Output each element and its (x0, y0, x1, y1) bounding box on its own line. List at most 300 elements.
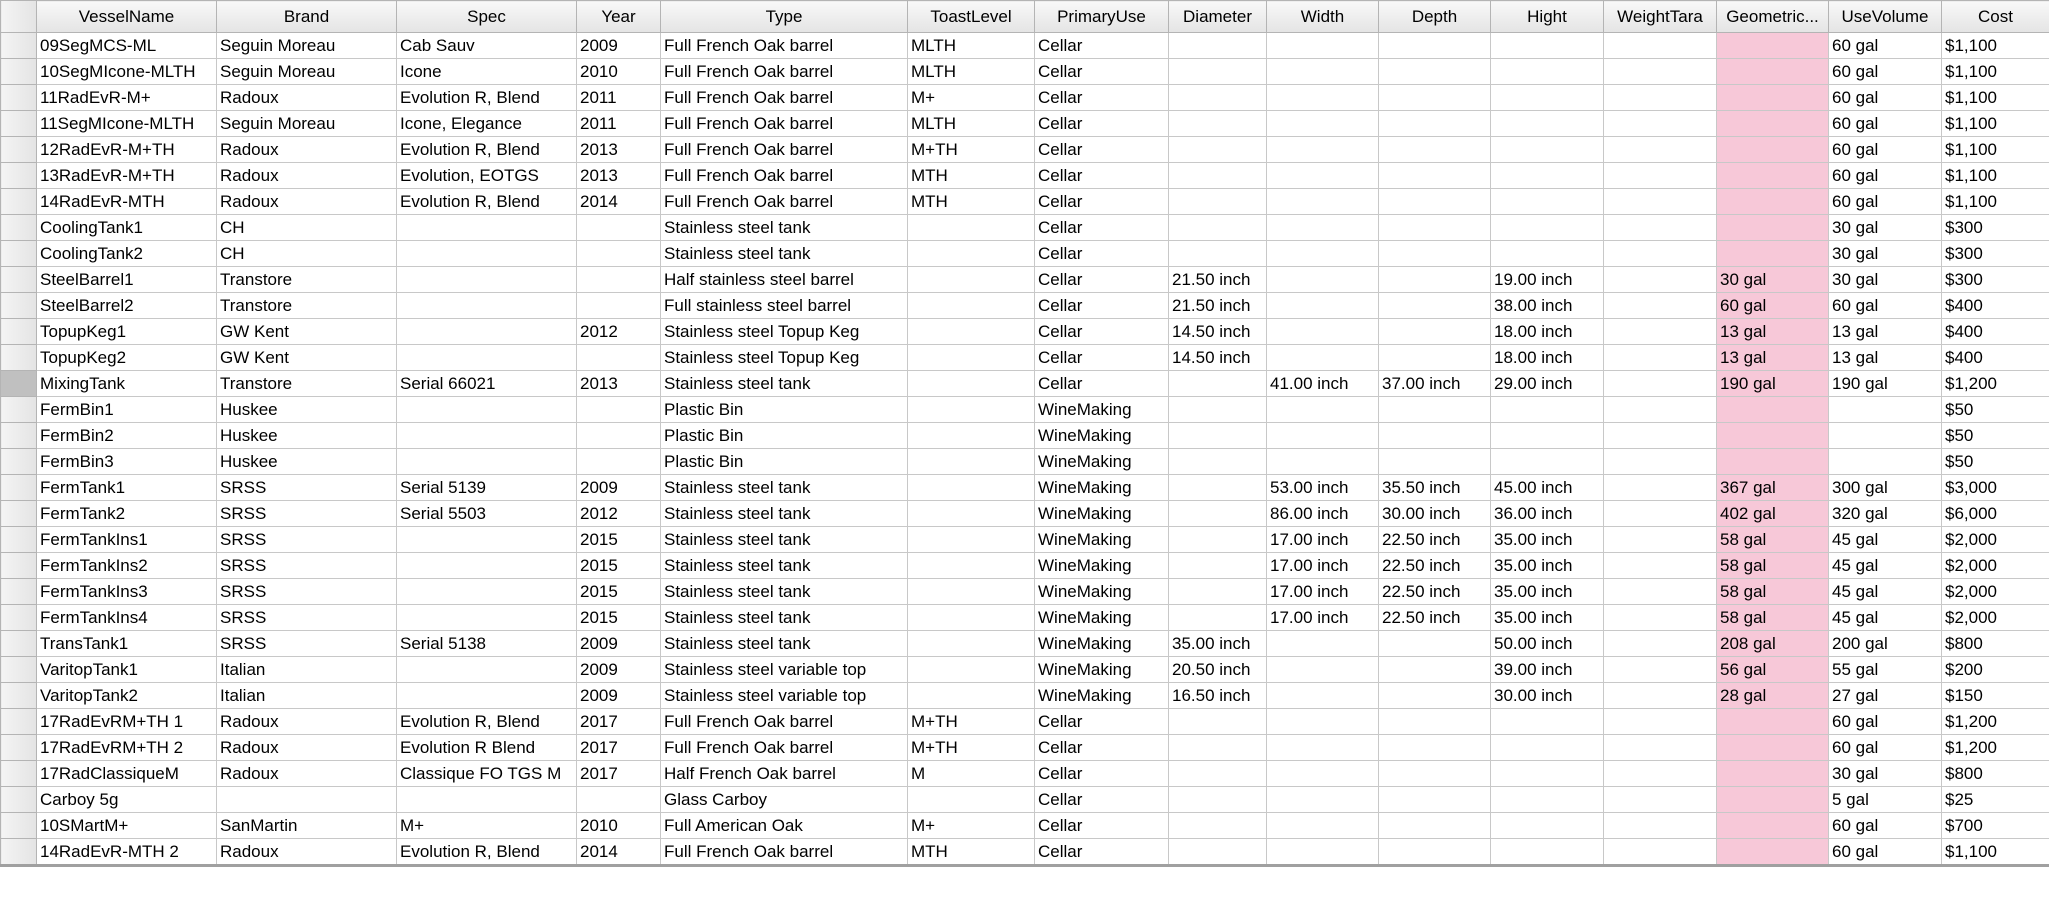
cell-toastlevel[interactable] (908, 605, 1035, 631)
cell-year[interactable]: 2011 (577, 111, 661, 137)
cell-primaryuse[interactable]: Cellar (1035, 761, 1169, 787)
cell-diameter[interactable] (1169, 527, 1267, 553)
row-header[interactable] (1, 215, 37, 241)
cell-spec[interactable] (397, 605, 577, 631)
cell-hight[interactable] (1491, 241, 1604, 267)
cell-type[interactable]: Stainless steel tank (661, 371, 908, 397)
table-row[interactable] (1, 813, 2049, 839)
cell-vesselname[interactable]: VaritopTank1 (37, 657, 217, 683)
row-header[interactable] (1, 371, 37, 397)
cell-brand[interactable]: CH (217, 241, 397, 267)
cell-type[interactable]: Stainless steel tank (661, 553, 908, 579)
cell-toastlevel[interactable] (908, 579, 1035, 605)
table-row[interactable] (1, 631, 2049, 657)
cell-spec[interactable] (397, 241, 577, 267)
cell-brand[interactable]: Transtore (217, 371, 397, 397)
cell-cost[interactable]: $1,100 (1942, 111, 2049, 137)
cell-toastlevel[interactable]: MTH (908, 839, 1035, 866)
cell-year[interactable]: 2017 (577, 709, 661, 735)
cell-geometric[interactable]: 208 gal (1717, 631, 1829, 657)
cell-depth[interactable] (1379, 111, 1491, 137)
cell-weighttara[interactable] (1604, 397, 1717, 423)
cell-type[interactable]: Plastic Bin (661, 449, 908, 475)
cell-cost[interactable]: $1,100 (1942, 59, 2049, 85)
cell-width[interactable] (1267, 267, 1379, 293)
cell-width[interactable] (1267, 839, 1379, 866)
cell-geometric[interactable] (1717, 423, 1829, 449)
cell-vesselname[interactable]: FermTank2 (37, 501, 217, 527)
cell-width[interactable] (1267, 163, 1379, 189)
cell-spec[interactable]: Evolution R, Blend (397, 189, 577, 215)
cell-cost[interactable]: $1,100 (1942, 85, 2049, 111)
cell-depth[interactable] (1379, 319, 1491, 345)
cell-spec[interactable]: Serial 5139 (397, 475, 577, 501)
row-header[interactable] (1, 33, 37, 59)
cell-vesselname[interactable]: 10SMartM+ (37, 813, 217, 839)
cell-primaryuse[interactable]: Cellar (1035, 215, 1169, 241)
cell-brand[interactable]: Seguin Moreau (217, 33, 397, 59)
cell-hight[interactable]: 29.00 inch (1491, 371, 1604, 397)
cell-spec[interactable]: Serial 5138 (397, 631, 577, 657)
cell-diameter[interactable] (1169, 579, 1267, 605)
cell-primaryuse[interactable]: Cellar (1035, 709, 1169, 735)
cell-depth[interactable] (1379, 761, 1491, 787)
cell-cost[interactable]: $2,000 (1942, 605, 2049, 631)
cell-usevolume[interactable]: 60 gal (1829, 189, 1942, 215)
cell-hight[interactable] (1491, 189, 1604, 215)
cell-depth[interactable] (1379, 449, 1491, 475)
cell-toastlevel[interactable]: M (908, 761, 1035, 787)
cell-diameter[interactable]: 35.00 inch (1169, 631, 1267, 657)
cell-diameter[interactable] (1169, 605, 1267, 631)
cell-year[interactable] (577, 267, 661, 293)
cell-toastlevel[interactable] (908, 449, 1035, 475)
cell-spec[interactable] (397, 319, 577, 345)
cell-year[interactable]: 2017 (577, 735, 661, 761)
cell-diameter[interactable] (1169, 59, 1267, 85)
cell-geometric[interactable] (1717, 397, 1829, 423)
cell-brand[interactable]: Huskee (217, 423, 397, 449)
cell-toastlevel[interactable]: MTH (908, 163, 1035, 189)
cell-cost[interactable]: $300 (1942, 215, 2049, 241)
cell-year[interactable]: 2009 (577, 631, 661, 657)
cell-depth[interactable] (1379, 189, 1491, 215)
cell-depth[interactable] (1379, 163, 1491, 189)
cell-diameter[interactable] (1169, 85, 1267, 111)
cell-primaryuse[interactable]: Cellar (1035, 33, 1169, 59)
row-header[interactable] (1, 501, 37, 527)
cell-width[interactable] (1267, 85, 1379, 111)
cell-geometric[interactable]: 367 gal (1717, 475, 1829, 501)
row-header[interactable] (1, 527, 37, 553)
cell-weighttara[interactable] (1604, 475, 1717, 501)
cell-weighttara[interactable] (1604, 85, 1717, 111)
cell-cost[interactable]: $150 (1942, 683, 2049, 709)
cell-year[interactable] (577, 397, 661, 423)
cell-geometric[interactable]: 190 gal (1717, 371, 1829, 397)
cell-hight[interactable]: 35.00 inch (1491, 579, 1604, 605)
cell-hight[interactable]: 18.00 inch (1491, 319, 1604, 345)
cell-width[interactable] (1267, 449, 1379, 475)
cell-type[interactable]: Full American Oak (661, 813, 908, 839)
cell-toastlevel[interactable]: M+ (908, 813, 1035, 839)
cell-toastlevel[interactable]: MLTH (908, 59, 1035, 85)
cell-weighttara[interactable] (1604, 579, 1717, 605)
cell-spec[interactable]: Cab Sauv (397, 33, 577, 59)
cell-weighttara[interactable] (1604, 371, 1717, 397)
cell-hight[interactable]: 50.00 inch (1491, 631, 1604, 657)
cell-hight[interactable] (1491, 85, 1604, 111)
cell-year[interactable]: 2009 (577, 33, 661, 59)
cell-brand[interactable]: SRSS (217, 527, 397, 553)
cell-usevolume[interactable]: 60 gal (1829, 813, 1942, 839)
cell-primaryuse[interactable]: Cellar (1035, 241, 1169, 267)
cell-weighttara[interactable] (1604, 839, 1717, 866)
cell-vesselname[interactable]: 17RadClassiqueM (37, 761, 217, 787)
cell-width[interactable] (1267, 423, 1379, 449)
cell-diameter[interactable] (1169, 163, 1267, 189)
table-row[interactable] (1, 657, 2049, 683)
cell-year[interactable]: 2017 (577, 761, 661, 787)
cell-year[interactable]: 2015 (577, 579, 661, 605)
cell-year[interactable]: 2014 (577, 839, 661, 866)
cell-vesselname[interactable]: TopupKeg2 (37, 345, 217, 371)
cell-primaryuse[interactable]: Cellar (1035, 371, 1169, 397)
cell-geometric[interactable] (1717, 163, 1829, 189)
cell-hight[interactable] (1491, 137, 1604, 163)
table-row[interactable] (1, 449, 2049, 475)
cell-brand[interactable]: Huskee (217, 449, 397, 475)
cell-weighttara[interactable] (1604, 553, 1717, 579)
cell-hight[interactable]: 19.00 inch (1491, 267, 1604, 293)
cell-diameter[interactable] (1169, 501, 1267, 527)
cell-usevolume[interactable]: 30 gal (1829, 241, 1942, 267)
cell-depth[interactable]: 35.50 inch (1379, 475, 1491, 501)
cell-toastlevel[interactable] (908, 553, 1035, 579)
cell-primaryuse[interactable]: WineMaking (1035, 397, 1169, 423)
cell-depth[interactable] (1379, 397, 1491, 423)
cell-hight[interactable] (1491, 735, 1604, 761)
cell-geometric[interactable] (1717, 215, 1829, 241)
cell-primaryuse[interactable]: WineMaking (1035, 423, 1169, 449)
row-header[interactable] (1, 449, 37, 475)
row-header[interactable] (1, 293, 37, 319)
cell-weighttara[interactable] (1604, 319, 1717, 345)
table-row[interactable] (1, 553, 2049, 579)
cell-hight[interactable]: 35.00 inch (1491, 527, 1604, 553)
cell-geometric[interactable] (1717, 735, 1829, 761)
cell-brand[interactable]: Radoux (217, 189, 397, 215)
cell-primaryuse[interactable]: Cellar (1035, 839, 1169, 866)
cell-hight[interactable] (1491, 787, 1604, 813)
cell-geometric[interactable] (1717, 761, 1829, 787)
cell-diameter[interactable]: 20.50 inch (1169, 657, 1267, 683)
cell-spec[interactable] (397, 579, 577, 605)
cell-cost[interactable]: $1,100 (1942, 33, 2049, 59)
cell-toastlevel[interactable]: M+ (908, 85, 1035, 111)
cell-usevolume[interactable]: 30 gal (1829, 215, 1942, 241)
cell-hight[interactable] (1491, 397, 1604, 423)
cell-brand[interactable]: SRSS (217, 605, 397, 631)
column-header-year[interactable]: Year (577, 1, 661, 33)
cell-year[interactable]: 2012 (577, 501, 661, 527)
cell-primaryuse[interactable]: Cellar (1035, 59, 1169, 85)
column-header-toastlevel[interactable]: ToastLevel (908, 1, 1035, 33)
table-row[interactable] (1, 293, 2049, 319)
row-header[interactable] (1, 657, 37, 683)
cell-vesselname[interactable]: CoolingTank2 (37, 241, 217, 267)
cell-primaryuse[interactable]: WineMaking (1035, 475, 1169, 501)
cell-geometric[interactable]: 13 gal (1717, 319, 1829, 345)
cell-usevolume[interactable]: 60 gal (1829, 839, 1942, 866)
cell-cost[interactable]: $50 (1942, 423, 2049, 449)
cell-geometric[interactable] (1717, 59, 1829, 85)
cell-spec[interactable]: Icone, Elegance (397, 111, 577, 137)
cell-primaryuse[interactable]: Cellar (1035, 319, 1169, 345)
cell-brand[interactable]: SRSS (217, 579, 397, 605)
cell-width[interactable] (1267, 319, 1379, 345)
cell-type[interactable]: Stainless steel Topup Keg (661, 319, 908, 345)
cell-cost[interactable]: $2,000 (1942, 579, 2049, 605)
row-header[interactable] (1, 241, 37, 267)
table-row[interactable] (1, 267, 2049, 293)
cell-weighttara[interactable] (1604, 241, 1717, 267)
cell-usevolume[interactable]: 30 gal (1829, 267, 1942, 293)
cell-depth[interactable] (1379, 683, 1491, 709)
cell-depth[interactable]: 22.50 inch (1379, 527, 1491, 553)
column-header-width[interactable]: Width (1267, 1, 1379, 33)
column-header-usevolume[interactable]: UseVolume (1829, 1, 1942, 33)
cell-geometric[interactable]: 58 gal (1717, 579, 1829, 605)
cell-vesselname[interactable]: FermBin3 (37, 449, 217, 475)
cell-usevolume[interactable]: 5 gal (1829, 787, 1942, 813)
cell-toastlevel[interactable] (908, 683, 1035, 709)
cell-weighttara[interactable] (1604, 189, 1717, 215)
row-header[interactable] (1, 813, 37, 839)
cell-spec[interactable] (397, 423, 577, 449)
cell-spec[interactable] (397, 267, 577, 293)
cell-geometric[interactable] (1717, 137, 1829, 163)
cell-weighttara[interactable] (1604, 787, 1717, 813)
cell-diameter[interactable] (1169, 709, 1267, 735)
cell-brand[interactable] (217, 787, 397, 813)
cell-spec[interactable] (397, 345, 577, 371)
cell-year[interactable] (577, 787, 661, 813)
cell-weighttara[interactable] (1604, 709, 1717, 735)
cell-width[interactable] (1267, 215, 1379, 241)
cell-diameter[interactable] (1169, 111, 1267, 137)
cell-cost[interactable]: $1,100 (1942, 839, 2049, 866)
cell-usevolume[interactable]: 13 gal (1829, 319, 1942, 345)
column-header-brand[interactable]: Brand (217, 1, 397, 33)
cell-usevolume[interactable]: 60 gal (1829, 33, 1942, 59)
cell-primaryuse[interactable]: WineMaking (1035, 501, 1169, 527)
cell-primaryuse[interactable]: Cellar (1035, 813, 1169, 839)
cell-weighttara[interactable] (1604, 33, 1717, 59)
cell-toastlevel[interactable]: M+TH (908, 735, 1035, 761)
cell-weighttara[interactable] (1604, 293, 1717, 319)
column-header-primaryuse[interactable]: PrimaryUse (1035, 1, 1169, 33)
cell-primaryuse[interactable]: WineMaking (1035, 683, 1169, 709)
cell-primaryuse[interactable]: Cellar (1035, 111, 1169, 137)
cell-brand[interactable]: Radoux (217, 761, 397, 787)
cell-usevolume[interactable]: 60 gal (1829, 85, 1942, 111)
cell-depth[interactable]: 22.50 inch (1379, 553, 1491, 579)
cell-vesselname[interactable]: VaritopTank2 (37, 683, 217, 709)
cell-type[interactable]: Plastic Bin (661, 397, 908, 423)
cell-cost[interactable]: $1,200 (1942, 735, 2049, 761)
table-row[interactable] (1, 163, 2049, 189)
cell-toastlevel[interactable] (908, 397, 1035, 423)
cell-primaryuse[interactable]: WineMaking (1035, 605, 1169, 631)
cell-usevolume[interactable]: 60 gal (1829, 735, 1942, 761)
table-row[interactable] (1, 371, 2049, 397)
table-row[interactable] (1, 579, 2049, 605)
cell-primaryuse[interactable]: Cellar (1035, 293, 1169, 319)
cell-depth[interactable] (1379, 267, 1491, 293)
row-header[interactable] (1, 839, 37, 866)
cell-cost[interactable]: $50 (1942, 449, 2049, 475)
cell-spec[interactable]: Evolution R, Blend (397, 85, 577, 111)
cell-depth[interactable] (1379, 631, 1491, 657)
cell-diameter[interactable]: 21.50 inch (1169, 293, 1267, 319)
cell-toastlevel[interactable] (908, 657, 1035, 683)
cell-toastlevel[interactable]: MTH (908, 189, 1035, 215)
cell-brand[interactable]: SanMartin (217, 813, 397, 839)
cell-vesselname[interactable]: 14RadEvR-MTH 2 (37, 839, 217, 866)
cell-vesselname[interactable]: 09SegMCS-ML (37, 33, 217, 59)
cell-hight[interactable]: 45.00 inch (1491, 475, 1604, 501)
cell-brand[interactable]: Radoux (217, 839, 397, 866)
cell-diameter[interactable] (1169, 241, 1267, 267)
cell-toastlevel[interactable]: M+TH (908, 709, 1035, 735)
cell-cost[interactable]: $3,000 (1942, 475, 2049, 501)
cell-vesselname[interactable]: 14RadEvR-MTH (37, 189, 217, 215)
cell-toastlevel[interactable] (908, 423, 1035, 449)
cell-geometric[interactable] (1717, 189, 1829, 215)
cell-spec[interactable] (397, 553, 577, 579)
cell-cost[interactable]: $800 (1942, 761, 2049, 787)
table-row[interactable] (1, 423, 2049, 449)
cell-hight[interactable]: 35.00 inch (1491, 553, 1604, 579)
cell-toastlevel[interactable] (908, 293, 1035, 319)
cell-depth[interactable] (1379, 345, 1491, 371)
cell-primaryuse[interactable]: WineMaking (1035, 449, 1169, 475)
cell-cost[interactable]: $300 (1942, 267, 2049, 293)
cell-usevolume[interactable]: 300 gal (1829, 475, 1942, 501)
cell-cost[interactable]: $400 (1942, 345, 2049, 371)
cell-geometric[interactable] (1717, 449, 1829, 475)
cell-year[interactable]: 2015 (577, 553, 661, 579)
cell-width[interactable]: 53.00 inch (1267, 475, 1379, 501)
cell-type[interactable]: Full French Oak barrel (661, 33, 908, 59)
cell-cost[interactable]: $1,100 (1942, 163, 2049, 189)
cell-spec[interactable] (397, 787, 577, 813)
cell-brand[interactable]: Radoux (217, 735, 397, 761)
cell-depth[interactable] (1379, 85, 1491, 111)
row-header[interactable] (1, 397, 37, 423)
cell-cost[interactable]: $1,200 (1942, 709, 2049, 735)
cell-hight[interactable] (1491, 813, 1604, 839)
cell-weighttara[interactable] (1604, 761, 1717, 787)
cell-width[interactable]: 41.00 inch (1267, 371, 1379, 397)
cell-vesselname[interactable]: MixingTank (37, 371, 217, 397)
cell-diameter[interactable] (1169, 553, 1267, 579)
cell-primaryuse[interactable]: WineMaking (1035, 579, 1169, 605)
row-header[interactable] (1, 683, 37, 709)
row-header[interactable] (1, 59, 37, 85)
table-row[interactable] (1, 319, 2049, 345)
cell-year[interactable]: 2009 (577, 475, 661, 501)
cell-weighttara[interactable] (1604, 683, 1717, 709)
cell-year[interactable] (577, 241, 661, 267)
cell-type[interactable]: Full French Oak barrel (661, 839, 908, 866)
cell-geometric[interactable] (1717, 111, 1829, 137)
cell-weighttara[interactable] (1604, 215, 1717, 241)
cell-diameter[interactable] (1169, 449, 1267, 475)
cell-usevolume[interactable]: 60 gal (1829, 111, 1942, 137)
table-row[interactable] (1, 683, 2049, 709)
row-header[interactable] (1, 345, 37, 371)
cell-diameter[interactable]: 14.50 inch (1169, 319, 1267, 345)
cell-brand[interactable]: Italian (217, 683, 397, 709)
row-header[interactable] (1, 267, 37, 293)
table-row[interactable] (1, 33, 2049, 59)
cell-weighttara[interactable] (1604, 449, 1717, 475)
row-header[interactable] (1, 111, 37, 137)
cell-diameter[interactable] (1169, 735, 1267, 761)
cell-toastlevel[interactable] (908, 319, 1035, 345)
cell-width[interactable] (1267, 345, 1379, 371)
table-row[interactable] (1, 137, 2049, 163)
cell-diameter[interactable] (1169, 397, 1267, 423)
cell-year[interactable] (577, 293, 661, 319)
cell-width[interactable]: 17.00 inch (1267, 579, 1379, 605)
cell-diameter[interactable]: 21.50 inch (1169, 267, 1267, 293)
cell-diameter[interactable] (1169, 839, 1267, 866)
table-row[interactable] (1, 475, 2049, 501)
table-row[interactable] (1, 709, 2049, 735)
cell-hight[interactable] (1491, 449, 1604, 475)
cell-geometric[interactable]: 58 gal (1717, 527, 1829, 553)
cell-weighttara[interactable] (1604, 267, 1717, 293)
cell-toastlevel[interactable] (908, 631, 1035, 657)
cell-spec[interactable] (397, 683, 577, 709)
cell-depth[interactable] (1379, 657, 1491, 683)
cell-primaryuse[interactable]: Cellar (1035, 137, 1169, 163)
cell-brand[interactable]: Radoux (217, 85, 397, 111)
cell-vesselname[interactable]: CoolingTank1 (37, 215, 217, 241)
cell-spec[interactable] (397, 657, 577, 683)
cell-year[interactable]: 2014 (577, 189, 661, 215)
cell-primaryuse[interactable]: Cellar (1035, 345, 1169, 371)
cell-depth[interactable] (1379, 787, 1491, 813)
table-row[interactable] (1, 85, 2049, 111)
cell-usevolume[interactable] (1829, 397, 1942, 423)
cell-width[interactable] (1267, 111, 1379, 137)
cell-diameter[interactable] (1169, 813, 1267, 839)
cell-year[interactable]: 2015 (577, 605, 661, 631)
cell-vesselname[interactable]: FermTank1 (37, 475, 217, 501)
cell-cost[interactable]: $700 (1942, 813, 2049, 839)
cell-diameter[interactable] (1169, 423, 1267, 449)
cell-width[interactable]: 17.00 inch (1267, 553, 1379, 579)
cell-weighttara[interactable] (1604, 605, 1717, 631)
cell-primaryuse[interactable]: WineMaking (1035, 657, 1169, 683)
cell-geometric[interactable]: 28 gal (1717, 683, 1829, 709)
cell-geometric[interactable] (1717, 241, 1829, 267)
cell-primaryuse[interactable]: Cellar (1035, 163, 1169, 189)
